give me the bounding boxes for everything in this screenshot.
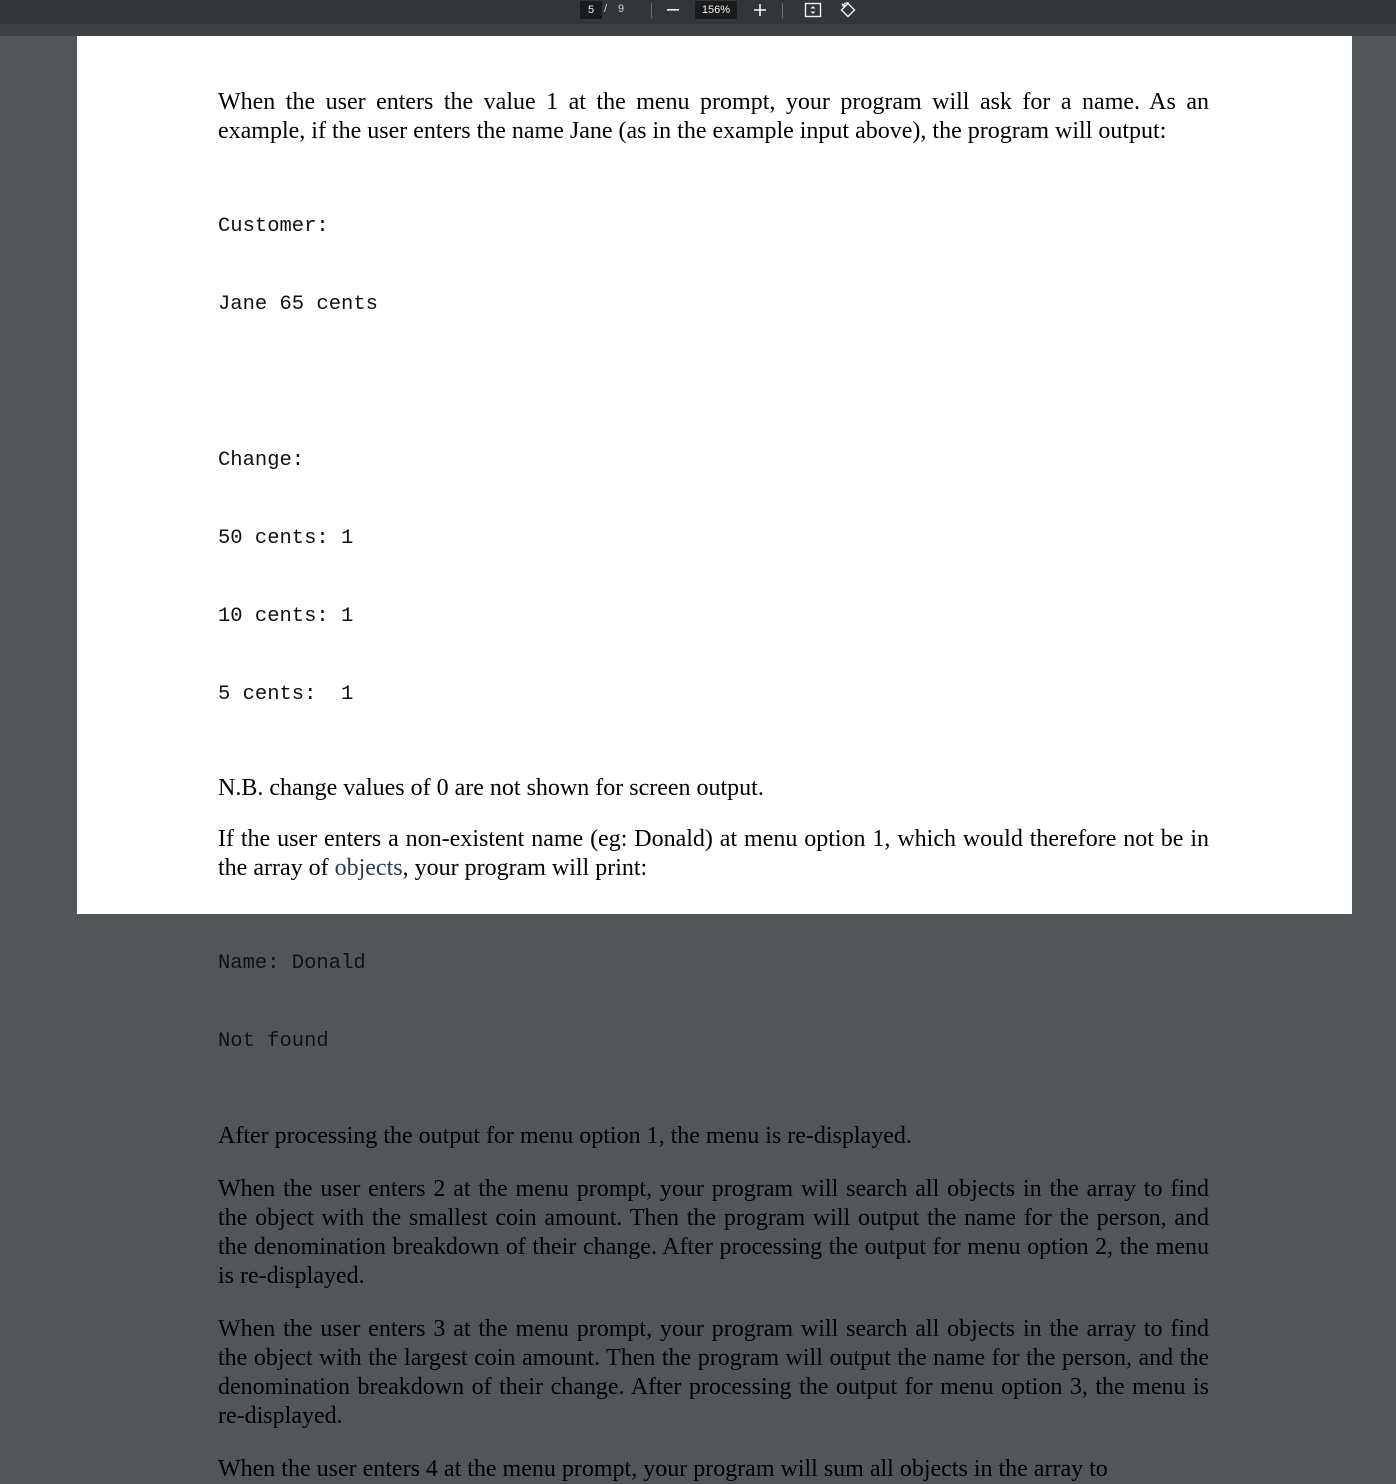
paragraph-option-2: When the user enters 2 at the menu prompt, your program will search all objects in the array to find the object with the smallest coin amount. Then the program will output the name for the person, and the denomination breakdown of their change. After processing the output for menu option 2, the menu is re-displayed.	[218, 1176, 1209, 1289]
text-span: , your program will print:	[402, 855, 648, 881]
toolbar-divider	[782, 3, 783, 18]
paragraph-option-1: When the user enters the value 1 at the menu prompt, your program will ask for a name. As an example, if the user enters the name Jane (as in the example input above), the program will output:	[218, 89, 1209, 144]
paragraph-redisplay: After processing the output for menu option 1, the menu is re-displayed.	[218, 1123, 912, 1149]
fit-to-page-icon	[804, 2, 822, 18]
rotate-button[interactable]	[837, 0, 859, 20]
paragraph-note: N.B. change values of 0 are not shown for screen output.	[218, 775, 764, 801]
code-line: Change:	[218, 449, 305, 472]
pdf-toolbar	[0, 0, 1396, 24]
code-line: Name: Donald	[218, 952, 366, 975]
code-line: 50 cents: 1	[218, 527, 354, 550]
code-line: 5 cents: 1	[218, 683, 354, 706]
page-total: 9	[618, 3, 625, 15]
paragraph-option-4: When the user enters 4 at the menu prompt, your program will sum all objects in the array to	[218, 1456, 1108, 1482]
code-line: Jane 65 cents	[218, 293, 378, 316]
page-number-input[interactable]: 5	[580, 1, 602, 19]
paragraph-option-3: When the user enters 3 at the menu prompt, your program will search all objects in the array to find the object with the largest coin amount. Then the program will output the name for the person, and the denomination breakdown of their change. After processing the output for menu option 3, the menu is re-displayed.	[218, 1316, 1209, 1429]
page-separator: /	[604, 3, 608, 15]
code-block-change	[218, 396, 1209, 760]
code-block-customer	[218, 162, 1209, 370]
rotate-icon	[839, 1, 857, 19]
text-span-objects: objects	[334, 855, 403, 881]
code-line: 10 cents: 1	[218, 605, 354, 628]
code-line: Customer:	[218, 215, 329, 238]
paragraph-not-found	[218, 825, 1209, 883]
toolbar-divider	[651, 3, 652, 18]
zoom-in-button[interactable]	[750, 0, 770, 20]
zoom-level-input[interactable]: 156%	[695, 1, 737, 19]
minus-icon	[666, 3, 680, 17]
code-line: Not found	[218, 1030, 329, 1053]
code-block-not-found	[218, 899, 1209, 1107]
zoom-out-button[interactable]	[664, 1, 682, 19]
fit-to-page-button[interactable]	[802, 0, 824, 20]
plus-icon	[753, 3, 767, 17]
document-page	[77, 36, 1352, 1482]
text-span: If the user enters a non-existent name (eg: Donald) at menu option 1, which would therefore not be in the array of	[218, 826, 1209, 881]
viewer-background	[0, 24, 1396, 36]
page-content	[218, 88, 1209, 1484]
